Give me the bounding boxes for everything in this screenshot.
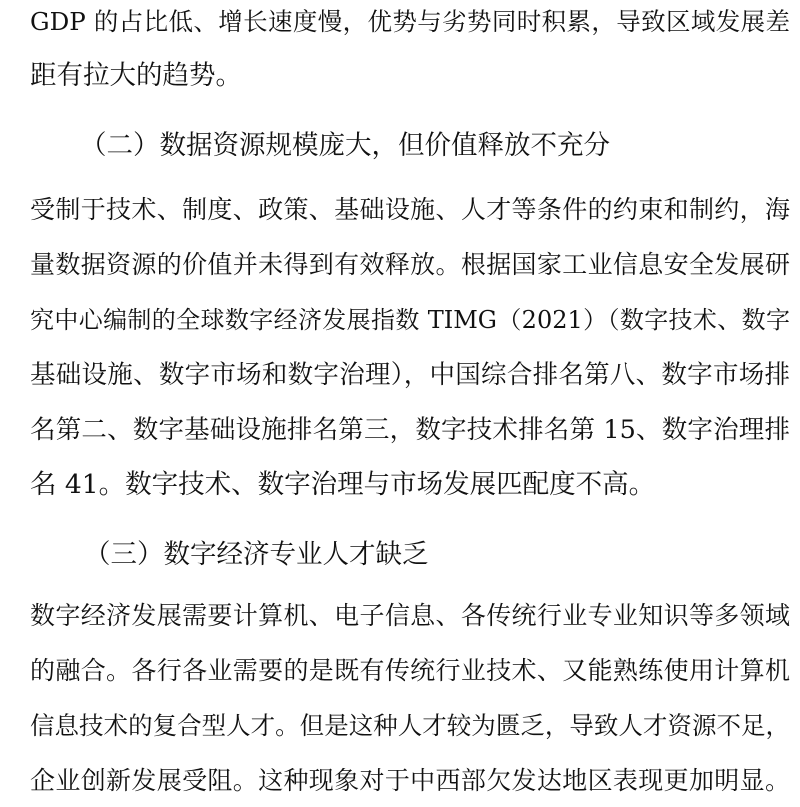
section-heading: （三）数字经济专业人才缺乏 [84, 539, 429, 570]
paragraph-line: 数字经济发展需要计算机、电子信息、各传统行业专业知识等多领域 [30, 601, 790, 630]
paragraph-line: 的融合。各行各业需要的是既有传统行业技术、又能熟练使用计算机 [30, 656, 790, 685]
paragraph-line: 究中心编制的全球数字经济发展指数 TIMG（2021）（数字技术、数字 [30, 306, 790, 334]
section-heading: （二）数据资源规模庞大，但价值释放不充分 [80, 130, 610, 161]
paragraph-line: 受制于技术、制度、政策、基础设施、人才等条件的约束和制约，海 [30, 195, 790, 224]
paragraph-line: 距有拉大的趋势。 [30, 60, 242, 91]
paragraph-line: 基础设施、数字市场和数字治理），中国综合排名第八、数字市场排 [30, 360, 790, 390]
paragraph-line: 名 41。数字技术、数字治理与市场发展匹配度不高。 [30, 469, 656, 500]
paragraph-line: 名第二、数字基础设施排名第三，数字技术排名第 15、数字治理排 [30, 415, 790, 445]
paragraph-line: GDP 的占比低、增长速度慢，优势与劣势同时积累，导致区域发展差 [30, 7, 790, 36]
paragraph-line: 量数据资源的价值并未得到有效释放。根据国家工业信息安全发展研 [30, 250, 790, 279]
paragraph-line: 企业创新发展受阻。这种现象对于中西部欠发达地区表现更加明显。 [30, 766, 790, 795]
paragraph-line: 信息技术的复合型人才。但是这种人才较为匮乏，导致人才资源不足， [30, 711, 790, 740]
